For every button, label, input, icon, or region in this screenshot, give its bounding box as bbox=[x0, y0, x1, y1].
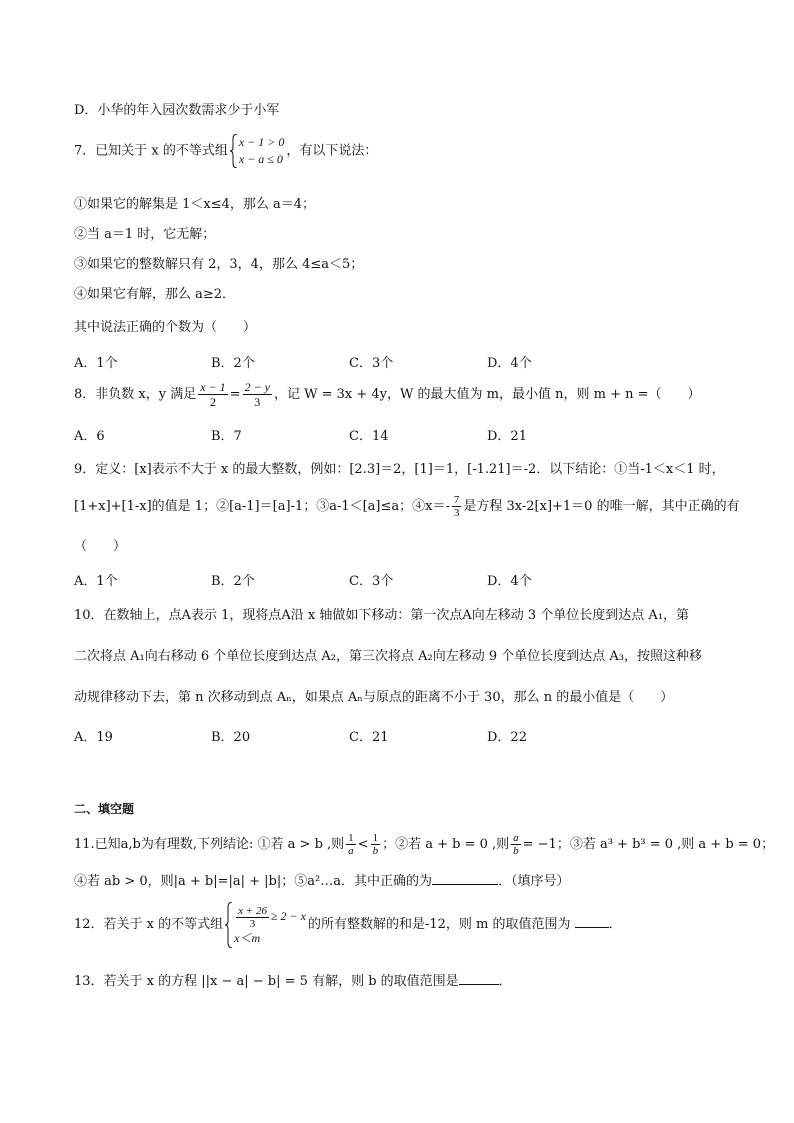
q8-option-c: C．14 bbox=[349, 429, 389, 444]
q8-option-a: A．6 bbox=[74, 429, 105, 444]
q10-option-c: C．21 bbox=[349, 730, 389, 745]
q9-line2-a: [1+x]+[1-x]的值是 1；②[a-1]＝[a]-1；③a-1＜[a]≤a；④x＝- bbox=[74, 499, 450, 514]
q7-inequality-system bbox=[230, 134, 285, 168]
q11-part-b: ；②若 a + b = 0 ,则 bbox=[382, 837, 510, 852]
q11-fraction-2 bbox=[371, 832, 381, 857]
q9-option-c: C．3个 bbox=[349, 574, 394, 589]
q11-frac2-denominator: b bbox=[372, 845, 379, 857]
q13-end: ． bbox=[498, 974, 512, 989]
q7-option-a: A．1个 bbox=[74, 356, 118, 371]
q7-statement-4: ④如果它有解，那么 a≥2． bbox=[74, 287, 236, 302]
q12-prefix: 12．若关于 x 的不等式组 bbox=[74, 917, 224, 932]
q10-option-a: A．19 bbox=[74, 730, 113, 745]
q8-frac2-denominator: 3 bbox=[254, 395, 261, 409]
q11-less-than: < bbox=[357, 837, 369, 852]
q11-line-1 bbox=[74, 832, 774, 857]
q8-stem bbox=[74, 380, 701, 409]
q8-option-d: D．21 bbox=[487, 429, 527, 444]
q7-option-c: C．3个 bbox=[349, 356, 394, 371]
q9-line-3: （ ） bbox=[74, 539, 127, 554]
q7-system-row-1: x − 1 > 0 bbox=[238, 135, 285, 149]
q8-part1: 8．非负数 x，y 满足 bbox=[74, 387, 197, 402]
q9-frac-numerator: 7 bbox=[453, 494, 460, 506]
left-brace-icon bbox=[225, 902, 233, 948]
q11-line2-end: ．（填序号） bbox=[497, 874, 570, 889]
q8-part2: ，记 W = 3x + 4y，W 的最大值为 m，最小值 n，则 m + n =（ ） bbox=[274, 387, 701, 402]
q9-option-b: B．2个 bbox=[211, 574, 255, 589]
q9-option-a: A．1个 bbox=[74, 574, 118, 589]
q8-fraction-2 bbox=[243, 380, 272, 409]
q11-frac3-denominator: b bbox=[513, 845, 519, 857]
q11-part-a: 11.已知a,b为有理数,下列结论: ①若 a > b ,则 bbox=[74, 837, 345, 852]
q11-line2-text: ④若 ab > 0，则|a + b|=|a| + |b|；⑤a²…a．其中正确的为 bbox=[74, 874, 432, 889]
q10-line-3: 动规律移动下去，第 n 次移动到点 Aₙ，如果点 Aₙ与原点的距离不小于 30，那么 n 的最小值是（ ） bbox=[74, 690, 674, 705]
q8-equals: = bbox=[229, 387, 241, 402]
q7-suffix: ，有以下说法： bbox=[286, 143, 378, 159]
q13-stem bbox=[74, 972, 512, 991]
q12-stem bbox=[74, 902, 622, 947]
q9-line2-b: 是方程 3x-2[x]+1＝0 的唯一解，其中正确的有 bbox=[463, 499, 740, 514]
q13-text: 13．若关于 x 的方程 ||x − a| − b| = 5 有解，则 b 的取值范围是 bbox=[74, 974, 459, 989]
q10-line-2: 二次将点 A₁向右移动 6 个单位长度到达点 A₂，第三次将点 A₂向左移动 9 个单位长度到达点 A₃，按照这种移 bbox=[74, 649, 702, 664]
q13-answer-blank[interactable] bbox=[459, 972, 499, 985]
q12-row1-tail: ≥ 2 − x bbox=[270, 909, 306, 923]
q11-line-2 bbox=[74, 872, 570, 891]
q10-line-1: 10．在数轴上，点A表示 1，现将点A沿 x 轴做如下移动：第一次点A向左移动 3 个单位长度到达点 A₁，第 bbox=[74, 608, 689, 623]
q12-system-row-1 bbox=[234, 902, 306, 930]
q11-fraction-1 bbox=[346, 832, 356, 857]
q12-fraction bbox=[236, 905, 269, 930]
q12-frac-numerator: x + 26 bbox=[238, 904, 267, 917]
q7-option-b: B．2个 bbox=[211, 356, 255, 371]
q7-prefix: 7．已知关于 x 的不等式组 bbox=[74, 143, 228, 159]
q7-statement-3: ③如果它的整数解只有 2，3，4，那么 4≤a＜5； bbox=[74, 257, 364, 272]
section-title: 二、填空题 bbox=[74, 802, 135, 816]
q12-system-row-2: x＜m bbox=[234, 931, 261, 945]
q11-part-c: = −1；③若 a³ + b³ = 0 ,则 a + b = 0； bbox=[522, 837, 775, 852]
q7-statement-2: ②当 a＝1 时，它无解； bbox=[74, 227, 216, 242]
q8-fraction-1 bbox=[198, 380, 227, 409]
q7-option-d: D．4个 bbox=[487, 356, 532, 371]
q8-option-b: B．7 bbox=[211, 429, 242, 444]
q7-stem bbox=[74, 134, 377, 168]
q9-fraction bbox=[452, 494, 462, 519]
q9-line-1: 9．定义：[x]表示不大于 x 的最大整数，例如：[2.3]＝2，[1]＝1，[-1.21]＝-2．以下结论：①当-1＜x＜1 时， bbox=[74, 462, 725, 477]
q11-frac1-denominator: a bbox=[348, 845, 354, 857]
q12-inequality-system bbox=[225, 902, 306, 947]
q6-option-d: D．小华的年入园次数需求少于小军 bbox=[74, 103, 280, 118]
q11-frac3-numerator: a bbox=[513, 832, 519, 844]
q12-end: ． bbox=[608, 917, 622, 932]
q8-frac1-numerator: x − 1 bbox=[200, 380, 226, 394]
q9-line-2 bbox=[74, 494, 740, 519]
q9-option-d: D．4个 bbox=[487, 574, 532, 589]
q11-frac2-numerator: 1 bbox=[372, 832, 379, 844]
q7-system-row-2: x − a ≤ 0 bbox=[238, 152, 283, 166]
q10-option-d: D．22 bbox=[487, 730, 527, 745]
q12-answer-blank[interactable] bbox=[575, 915, 609, 928]
q12-frac-denominator: 3 bbox=[249, 917, 256, 930]
q8-frac2-numerator: 2 − y bbox=[244, 380, 270, 394]
q11-frac1-numerator: 1 bbox=[348, 832, 354, 844]
q11-fraction-3 bbox=[511, 832, 521, 857]
left-brace-icon bbox=[230, 134, 238, 168]
q10-option-b: B．20 bbox=[211, 730, 251, 745]
q7-question: 其中说法正确的个数为（ ） bbox=[74, 320, 257, 335]
q12-suffix: 的所有整数解的和是-12，则 m 的取值范围为 bbox=[307, 917, 571, 932]
q9-frac-denominator: 3 bbox=[453, 507, 460, 519]
q7-statement-1: ①如果它的解集是 1＜x≤4，那么 a＝4； bbox=[74, 197, 316, 212]
q11-answer-blank[interactable] bbox=[432, 872, 498, 885]
q8-frac1-denominator: 2 bbox=[209, 395, 216, 409]
